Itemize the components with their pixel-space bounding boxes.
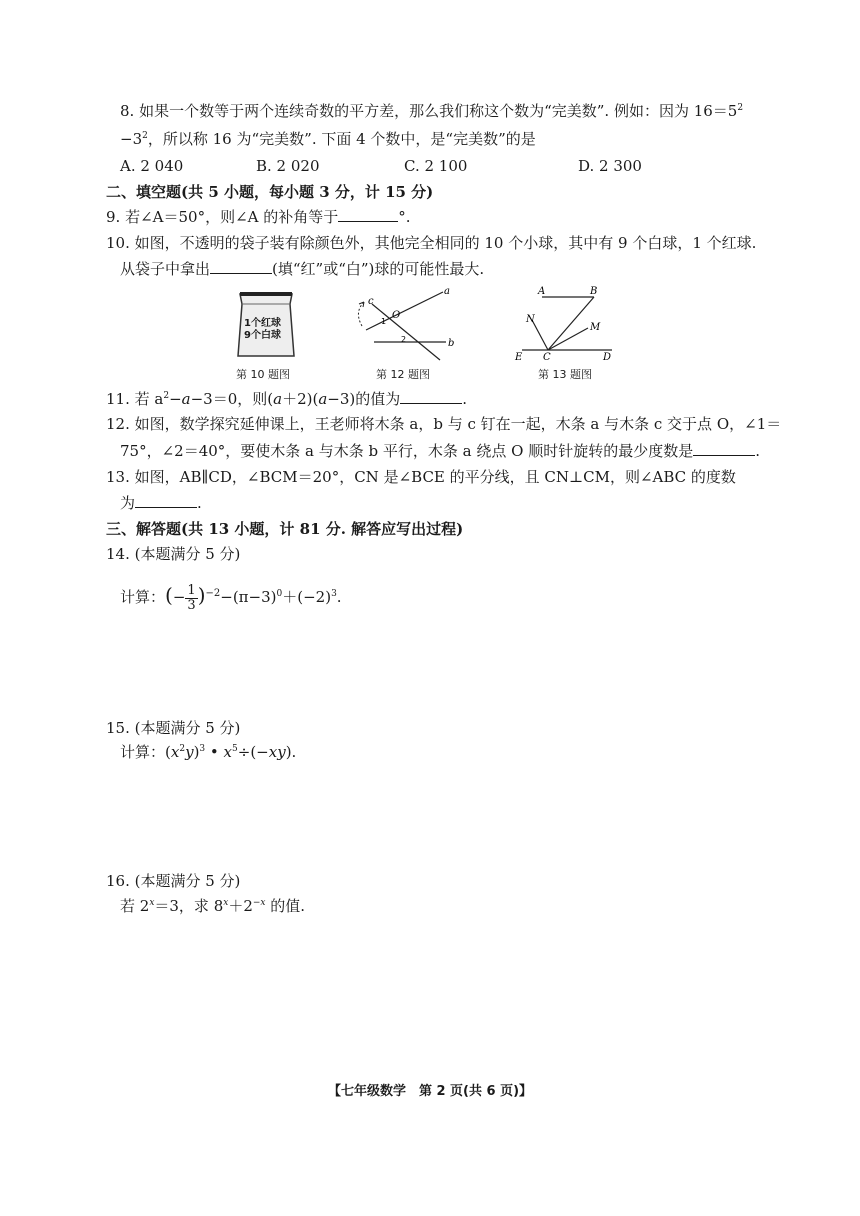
q8-option-b: B. 2 020 xyxy=(256,157,320,175)
q14-heading: 14. (本题满分 5 分) xyxy=(106,545,241,563)
svg-text:C: C xyxy=(543,352,551,363)
q8-line1: 8. 如果一个数等于两个连续奇数的平方差，那么我们称这个数为“完美数”. 例如：因为 $16=5^2$ xyxy=(120,102,744,120)
q16-body: 若 $2^x=3$，求 $8^x+2^{-x}$ 的值. xyxy=(120,897,306,915)
q12-answer-blank[interactable] xyxy=(693,441,755,456)
svg-text:E: E xyxy=(515,352,523,363)
svg-text:a: a xyxy=(444,286,450,297)
q9: 9. 若∠A＝50°，则∠A 的补角等于 °. xyxy=(106,208,411,226)
q8-line2: $-3^2$，所以称 16 为“完美数”. 下面 4 个数中，是“完美数”的是 xyxy=(120,130,536,148)
figure-10-caption: 第 10 题图 xyxy=(236,368,290,381)
svg-text:b: b xyxy=(448,338,455,349)
svg-text:c: c xyxy=(368,296,374,307)
q13-line2: 为 . xyxy=(120,494,202,512)
figure-12-diagram xyxy=(348,282,463,364)
q8-option-c: C. 2 100 xyxy=(404,157,468,175)
svg-text:O: O xyxy=(392,310,401,321)
q15-heading: 15. (本题满分 5 分) xyxy=(106,719,241,737)
svg-text:N: N xyxy=(526,314,535,325)
q10-line1: 10. 如图，不透明的袋子装有除颜色外，其他完全相同的 10 个小球，其中有 9 个白球，1 个红球. xyxy=(106,234,757,252)
svg-text:2: 2 xyxy=(401,335,407,344)
figure-13-caption: 第 13 题图 xyxy=(538,368,592,381)
figure-12-caption: 第 12 题图 xyxy=(376,368,430,381)
q14-body: 计算：(− $\frac{1}{3})^{-2}-(\pi-3)^0+(-2)^3$. xyxy=(120,582,342,613)
q10-answer-blank[interactable] xyxy=(210,259,272,274)
q8-option-d: D. 2 300 xyxy=(578,157,642,175)
q11: 11. 若 $a^2-a-3=0$，则(a＋2)(a−3)的值为 . xyxy=(106,390,468,408)
bag-label-red: 1个红球 xyxy=(244,318,281,329)
q16-heading: 16. (本题满分 5 分) xyxy=(106,872,241,890)
page-footer: 【七年级数学 第 2 页(共 6 页)】 xyxy=(327,1084,533,1099)
q14-fraction: $\frac{1}{3}$ xyxy=(187,582,196,613)
q12-line1: 12. 如图，数学探究延伸课上，王老师将木条 a，b 与 c 钉在一起，木条 a 与木条 c 交于点 O，∠1＝ xyxy=(106,415,782,433)
q13-line1: 13. 如图，AB∥CD，∠BCM＝20°，CN 是∠BCE 的平分线，且 CN⊥CM，则∠ABC 的度数 xyxy=(106,468,736,486)
svg-text:B: B xyxy=(590,286,598,297)
q15-body: 计算：$(x^2y)^3$ • $x^5\div(-xy)$. xyxy=(120,743,297,761)
svg-text:D: D xyxy=(603,352,612,363)
q13-answer-blank[interactable] xyxy=(135,493,197,508)
q11-answer-blank[interactable] xyxy=(400,389,462,404)
section3-heading: 三、解答题(共 13 小题，计 81 分. 解答应写出过程) xyxy=(106,520,464,538)
q12-line2: 75°，∠2＝40°，要使木条 a 与木条 b 平行，木条 a 绕点 O 顺时针旋转的最少度数是 . xyxy=(120,442,760,460)
bag-label-white: 9个白球 xyxy=(244,330,281,341)
q8-option-a: A. 2 040 xyxy=(120,157,184,175)
svg-text:A: A xyxy=(538,286,546,297)
section2-heading: 二、填空题(共 5 小题，每小题 3 分，计 15 分) xyxy=(106,183,434,201)
svg-text:M: M xyxy=(590,322,601,333)
q10-line2: 从袋子中拿出 (填“红”或“白”)球的可能性最大. xyxy=(120,260,485,278)
figure-13-diagram xyxy=(512,282,622,364)
svg-text:1: 1 xyxy=(381,317,387,326)
q9-answer-blank[interactable] xyxy=(338,207,398,222)
